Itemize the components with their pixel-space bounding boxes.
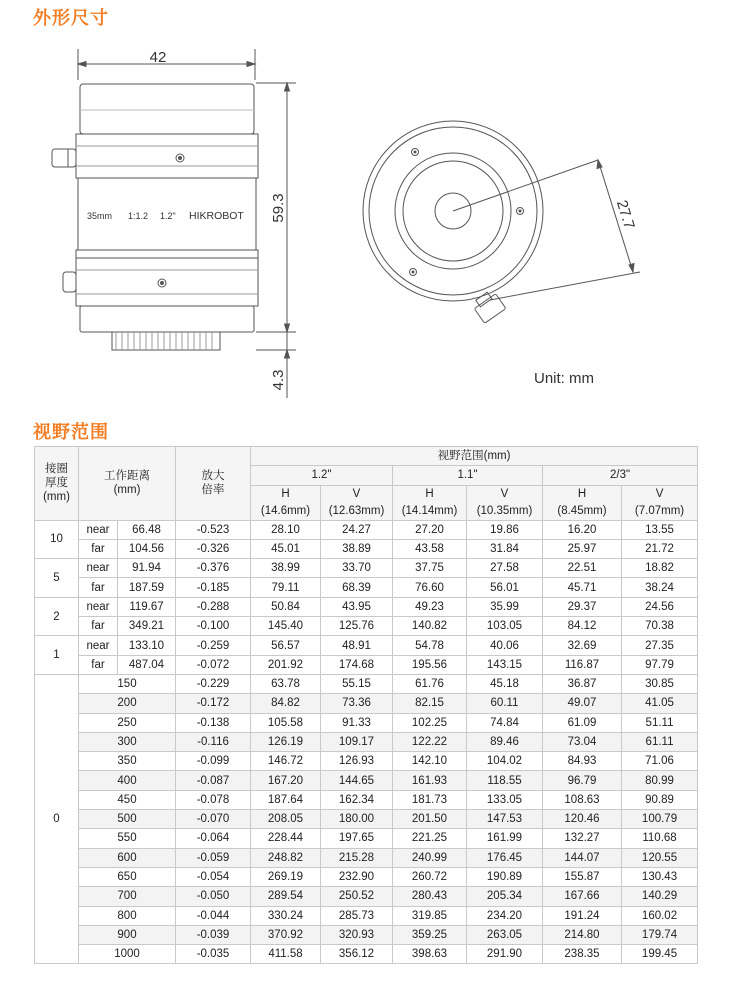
lens-aperture-marking: 1:1.2 <box>128 211 149 221</box>
distance-tag-cell: far <box>79 655 118 674</box>
fov-value-cell: 125.76 <box>321 617 393 636</box>
fov-value-cell: 248.82 <box>251 848 321 867</box>
working-distance-cell: 1000 <box>79 945 176 964</box>
table-row <box>35 945 698 964</box>
working-distance-cell: 550 <box>79 829 176 848</box>
table-row <box>35 887 698 906</box>
fov-value-cell: 195.56 <box>393 655 467 674</box>
fov-value-cell: 208.05 <box>251 810 321 829</box>
magnification-cell: -0.523 <box>176 520 251 539</box>
fov-value-cell: 240.99 <box>393 848 467 867</box>
magnification-cell: -0.044 <box>176 906 251 925</box>
fov-value-cell: 174.68 <box>321 655 393 674</box>
fov-value-cell: 63.78 <box>251 674 321 693</box>
magnification-cell: -0.326 <box>176 539 251 558</box>
table-row <box>35 771 698 790</box>
table-header <box>35 447 698 521</box>
table-row <box>35 559 698 578</box>
table-row <box>35 906 698 925</box>
fov-dimension-header: V (10.35mm) <box>467 485 543 520</box>
fov-value-cell: 27.58 <box>467 559 543 578</box>
fov-section-title: 视野范围 <box>33 422 109 443</box>
fov-value-cell: 167.20 <box>251 771 321 790</box>
fov-value-cell: 179.74 <box>622 925 698 944</box>
fov-value-cell: 73.36 <box>321 694 393 713</box>
table-row <box>35 732 698 751</box>
fov-value-cell: 28.10 <box>251 520 321 539</box>
fov-value-cell: 280.43 <box>393 887 467 906</box>
spacer-thickness-cell: 1 <box>35 636 79 675</box>
fov-value-cell: 330.24 <box>251 906 321 925</box>
fov-value-cell: 25.97 <box>543 539 622 558</box>
fov-value-cell: 100.79 <box>622 810 698 829</box>
fov-value-cell: 36.87 <box>543 674 622 693</box>
distance-tag-cell: far <box>79 539 118 558</box>
magnification-cell: -0.087 <box>176 771 251 790</box>
fov-value-cell: 291.90 <box>467 945 543 964</box>
table-row <box>35 655 698 674</box>
spacer-thickness-cell: 5 <box>35 559 79 598</box>
fov-value-cell: 68.39 <box>321 578 393 597</box>
table-row <box>35 925 698 944</box>
table-row <box>35 790 698 809</box>
lens-front-view-drawing <box>340 110 660 400</box>
fov-value-cell: 27.20 <box>393 520 467 539</box>
fov-value-cell: 120.46 <box>543 810 622 829</box>
lens-format-marking: 1.2" <box>160 211 176 221</box>
magnification-cell: -0.259 <box>176 636 251 655</box>
fov-value-cell: 116.87 <box>543 655 622 674</box>
magnification-cell: -0.172 <box>176 694 251 713</box>
fov-value-cell: 38.89 <box>321 539 393 558</box>
working-distance-cell: 104.56 <box>118 539 176 558</box>
fov-value-cell: 105.58 <box>251 713 321 732</box>
distance-tag-cell: near <box>79 520 118 539</box>
working-distance-cell: 150 <box>79 674 176 693</box>
fov-dimension-header: V (12.63mm) <box>321 485 393 520</box>
fov-value-cell: 118.55 <box>467 771 543 790</box>
fov-value-cell: 187.64 <box>251 790 321 809</box>
fov-value-cell: 29.37 <box>543 597 622 616</box>
fov-value-cell: 22.51 <box>543 559 622 578</box>
fov-value-cell: 285.73 <box>321 906 393 925</box>
lens-side-view-drawing <box>0 30 330 405</box>
magnification-cell: -0.070 <box>176 810 251 829</box>
working-distance-cell: 133.10 <box>118 636 176 655</box>
working-distance-cell: 250 <box>79 713 176 732</box>
fov-value-cell: 76.60 <box>393 578 467 597</box>
fov-value-cell: 73.04 <box>543 732 622 751</box>
fov-value-cell: 289.54 <box>251 887 321 906</box>
working-distance-cell: 349.21 <box>118 617 176 636</box>
working-distance-cell: 350 <box>79 752 176 771</box>
fov-value-cell: 90.89 <box>622 790 698 809</box>
fov-value-cell: 144.65 <box>321 771 393 790</box>
fov-value-cell: 33.70 <box>321 559 393 578</box>
fov-value-cell: 55.15 <box>321 674 393 693</box>
working-distance-cell: 650 <box>79 867 176 886</box>
lens-focal-marking: 35mm <box>87 211 113 221</box>
fov-value-cell: 221.25 <box>393 829 467 848</box>
fov-dimension-header: H (8.45mm) <box>543 485 622 520</box>
fov-value-cell: 320.93 <box>321 925 393 944</box>
fov-value-cell: 103.05 <box>467 617 543 636</box>
fov-value-cell: 74.84 <box>467 713 543 732</box>
fov-value-cell: 45.01 <box>251 539 321 558</box>
fov-value-cell: 91.33 <box>321 713 393 732</box>
distance-tag-cell: near <box>79 597 118 616</box>
working-distance-cell: 300 <box>79 732 176 751</box>
table-row <box>35 810 698 829</box>
fov-value-cell: 140.82 <box>393 617 467 636</box>
spacer-thickness-cell: 10 <box>35 520 79 559</box>
fov-value-cell: 13.55 <box>622 520 698 539</box>
working-distance-cell: 487.04 <box>118 655 176 674</box>
working-distance-cell: 500 <box>79 810 176 829</box>
fov-value-cell: 122.22 <box>393 732 467 751</box>
distance-tag-cell: far <box>79 578 118 597</box>
fov-value-cell: 356.12 <box>321 945 393 964</box>
fov-value-cell: 56.01 <box>467 578 543 597</box>
fov-value-cell: 38.24 <box>622 578 698 597</box>
fov-value-cell: 80.99 <box>622 771 698 790</box>
fov-value-cell: 250.52 <box>321 887 393 906</box>
fov-value-cell: 142.10 <box>393 752 467 771</box>
fov-value-cell: 191.24 <box>543 906 622 925</box>
fov-value-cell: 147.53 <box>467 810 543 829</box>
magnification-cell: -0.035 <box>176 945 251 964</box>
table-row <box>35 713 698 732</box>
fov-value-cell: 162.34 <box>321 790 393 809</box>
fov-value-cell: 61.76 <box>393 674 467 693</box>
table-row <box>35 597 698 616</box>
fov-value-cell: 43.58 <box>393 539 467 558</box>
table-row <box>35 829 698 848</box>
fov-value-cell: 144.07 <box>543 848 622 867</box>
table-row <box>35 617 698 636</box>
fov-value-cell: 146.72 <box>251 752 321 771</box>
fov-value-cell: 234.20 <box>467 906 543 925</box>
fov-value-cell: 161.93 <box>393 771 467 790</box>
fov-value-cell: 319.85 <box>393 906 467 925</box>
working-distance-cell: 700 <box>79 887 176 906</box>
fov-value-cell: 51.11 <box>622 713 698 732</box>
fov-value-cell: 126.93 <box>321 752 393 771</box>
fov-value-cell: 205.34 <box>467 887 543 906</box>
fov-value-cell: 109.17 <box>321 732 393 751</box>
spacer-thickness-header: 接圈 厚度 (mm) <box>35 447 79 521</box>
fov-value-cell: 263.05 <box>467 925 543 944</box>
working-distance-cell: 400 <box>79 771 176 790</box>
fov-value-cell: 126.19 <box>251 732 321 751</box>
table-row <box>35 694 698 713</box>
fov-value-cell: 145.40 <box>251 617 321 636</box>
working-distance-cell: 187.59 <box>118 578 176 597</box>
fov-value-cell: 16.20 <box>543 520 622 539</box>
fov-value-cell: 49.23 <box>393 597 467 616</box>
working-distance-header: 工作距离 (mm) <box>79 447 176 521</box>
fov-value-cell: 143.15 <box>467 655 543 674</box>
fov-value-cell: 190.89 <box>467 867 543 886</box>
magnification-cell: -0.059 <box>176 848 251 867</box>
fov-value-cell: 160.02 <box>622 906 698 925</box>
fov-value-cell: 41.05 <box>622 694 698 713</box>
fov-value-cell: 40.06 <box>467 636 543 655</box>
table-row <box>35 578 698 597</box>
table-row <box>35 752 698 771</box>
fov-value-cell: 82.15 <box>393 694 467 713</box>
fov-value-cell: 84.82 <box>251 694 321 713</box>
magnification-cell: -0.050 <box>176 887 251 906</box>
fov-value-cell: 18.82 <box>622 559 698 578</box>
fov-value-cell: 56.57 <box>251 636 321 655</box>
fov-value-cell: 398.63 <box>393 945 467 964</box>
diameter-dimension-label: 27.7 <box>612 198 638 232</box>
table-row <box>35 539 698 558</box>
distance-tag-cell: far <box>79 617 118 636</box>
fov-dimension-header: H (14.14mm) <box>393 485 467 520</box>
fov-value-cell: 238.35 <box>543 945 622 964</box>
fov-value-cell: 61.09 <box>543 713 622 732</box>
fov-value-cell: 167.66 <box>543 887 622 906</box>
magnification-cell: -0.229 <box>176 674 251 693</box>
fov-value-cell: 30.85 <box>622 674 698 693</box>
fov-value-cell: 70.38 <box>622 617 698 636</box>
fov-value-cell: 96.79 <box>543 771 622 790</box>
distance-tag-cell: near <box>79 636 118 655</box>
table-body <box>35 520 698 964</box>
fov-value-cell: 60.11 <box>467 694 543 713</box>
distance-tag-cell: near <box>79 559 118 578</box>
fov-value-cell: 132.27 <box>543 829 622 848</box>
magnification-cell: -0.054 <box>176 867 251 886</box>
dimensions-section-title: 外形尺寸 <box>33 8 109 29</box>
working-distance-cell: 91.94 <box>118 559 176 578</box>
header-row <box>35 447 698 466</box>
height-dimension-label: 59.3 <box>270 193 287 223</box>
flange-dimension-label: 4.3 <box>270 369 287 391</box>
working-distance-cell: 600 <box>79 848 176 867</box>
fov-value-cell: 370.92 <box>251 925 321 944</box>
magnification-cell: -0.116 <box>176 732 251 751</box>
fov-value-cell: 155.87 <box>543 867 622 886</box>
fov-value-cell: 50.84 <box>251 597 321 616</box>
fov-value-cell: 130.43 <box>622 867 698 886</box>
fov-value-cell: 140.29 <box>622 887 698 906</box>
table-row <box>35 674 698 693</box>
table-row <box>35 848 698 867</box>
working-distance-cell: 900 <box>79 925 176 944</box>
fov-value-cell: 31.84 <box>467 539 543 558</box>
fov-value-cell: 359.25 <box>393 925 467 944</box>
fov-value-cell: 110.68 <box>622 829 698 848</box>
fov-value-cell: 24.56 <box>622 597 698 616</box>
lens-brand-marking: HIKROBOT <box>189 210 244 222</box>
fov-value-cell: 38.99 <box>251 559 321 578</box>
fov-value-cell: 102.25 <box>393 713 467 732</box>
magnification-cell: -0.376 <box>176 559 251 578</box>
table-row <box>35 867 698 886</box>
fov-value-cell: 133.05 <box>467 790 543 809</box>
magnification-cell: -0.185 <box>176 578 251 597</box>
fov-table <box>34 446 698 964</box>
magnification-cell: -0.138 <box>176 713 251 732</box>
fov-value-cell: 48.91 <box>321 636 393 655</box>
fov-value-cell: 54.78 <box>393 636 467 655</box>
fov-value-cell: 201.50 <box>393 810 467 829</box>
fov-value-cell: 43.95 <box>321 597 393 616</box>
working-distance-cell: 119.67 <box>118 597 176 616</box>
fov-dimension-header: V (7.07mm) <box>622 485 698 520</box>
fov-value-cell: 84.93 <box>543 752 622 771</box>
fov-value-cell: 21.72 <box>622 539 698 558</box>
table-row <box>35 636 698 655</box>
fov-value-cell: 37.75 <box>393 559 467 578</box>
magnification-cell: -0.100 <box>176 617 251 636</box>
unit-label: Unit: mm <box>534 370 594 387</box>
fov-value-cell: 199.45 <box>622 945 698 964</box>
fov-value-cell: 108.63 <box>543 790 622 809</box>
magnification-cell: -0.039 <box>176 925 251 944</box>
fov-value-cell: 232.90 <box>321 867 393 886</box>
fov-value-cell: 215.28 <box>321 848 393 867</box>
sensor-format-header: 1.1" <box>393 466 543 485</box>
sensor-format-header: 1.2" <box>251 466 393 485</box>
fov-value-cell: 27.35 <box>622 636 698 655</box>
magnification-cell: -0.099 <box>176 752 251 771</box>
spacer-thickness-cell: 0 <box>35 674 79 963</box>
magnification-cell: -0.078 <box>176 790 251 809</box>
fov-value-cell: 260.72 <box>393 867 467 886</box>
width-dimension-label: 42 <box>149 49 167 66</box>
fov-value-cell: 214.80 <box>543 925 622 944</box>
working-distance-cell: 800 <box>79 906 176 925</box>
fov-value-cell: 120.55 <box>622 848 698 867</box>
fov-value-cell: 161.99 <box>467 829 543 848</box>
fov-value-cell: 181.73 <box>393 790 467 809</box>
table-row <box>35 520 698 539</box>
fov-value-cell: 19.86 <box>467 520 543 539</box>
fov-value-cell: 35.99 <box>467 597 543 616</box>
magnification-cell: -0.064 <box>176 829 251 848</box>
fov-group-header: 视野范围(mm) <box>251 447 698 466</box>
fov-value-cell: 61.11 <box>622 732 698 751</box>
fov-value-cell: 49.07 <box>543 694 622 713</box>
fov-value-cell: 79.11 <box>251 578 321 597</box>
fov-value-cell: 176.45 <box>467 848 543 867</box>
fov-value-cell: 89.46 <box>467 732 543 751</box>
fov-value-cell: 24.27 <box>321 520 393 539</box>
fov-value-cell: 45.71 <box>543 578 622 597</box>
magnification-cell: -0.288 <box>176 597 251 616</box>
fov-value-cell: 201.92 <box>251 655 321 674</box>
fov-value-cell: 32.69 <box>543 636 622 655</box>
working-distance-cell: 66.48 <box>118 520 176 539</box>
fov-value-cell: 411.58 <box>251 945 321 964</box>
magnification-cell: -0.072 <box>176 655 251 674</box>
sensor-format-header: 2/3" <box>543 466 698 485</box>
fov-value-cell: 45.18 <box>467 674 543 693</box>
fov-value-cell: 71.06 <box>622 752 698 771</box>
fov-value-cell: 197.65 <box>321 829 393 848</box>
fov-value-cell: 84.12 <box>543 617 622 636</box>
fov-value-cell: 104.02 <box>467 752 543 771</box>
fov-value-cell: 97.79 <box>622 655 698 674</box>
working-distance-cell: 200 <box>79 694 176 713</box>
fov-dimension-header: H (14.6mm) <box>251 485 321 520</box>
working-distance-cell: 450 <box>79 790 176 809</box>
magnification-header: 放大 倍率 <box>176 447 251 521</box>
fov-value-cell: 228.44 <box>251 829 321 848</box>
spacer-thickness-cell: 2 <box>35 597 79 636</box>
fov-value-cell: 269.19 <box>251 867 321 886</box>
fov-value-cell: 180.00 <box>321 810 393 829</box>
